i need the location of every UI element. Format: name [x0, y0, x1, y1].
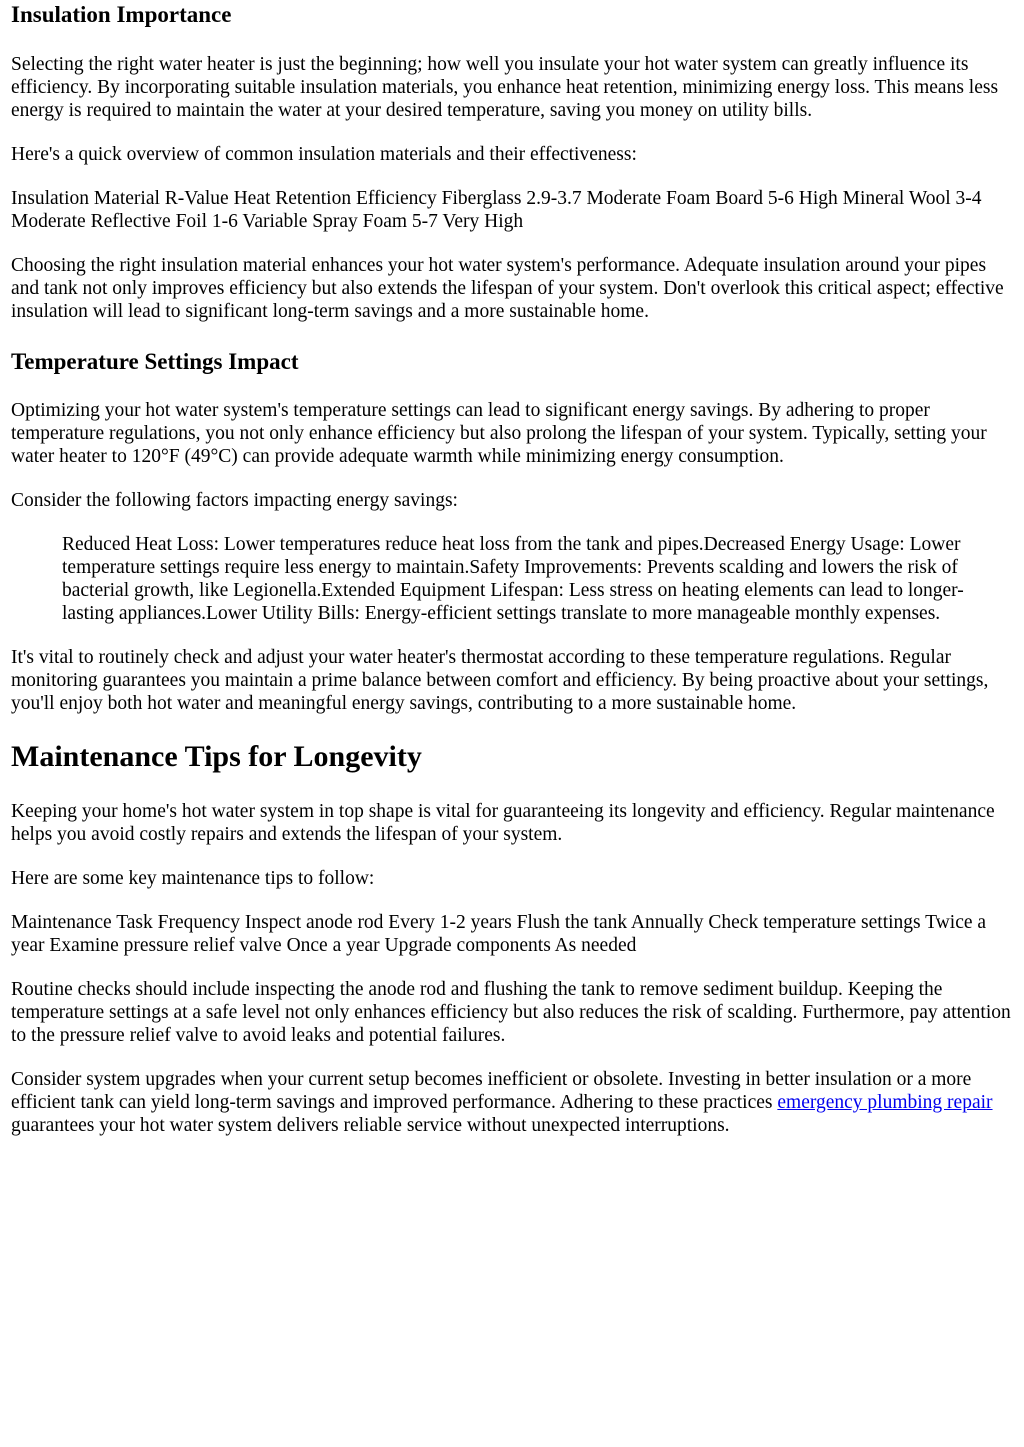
upgrades-text-before-link: Consider system upgrades when your current setup becomes inefficient or obsolete. Investing in better insulation or a more efficient tank can yield long-term savings and improved performance. Adhering to these practices — [11, 1069, 972, 1113]
temperature-paragraph-factors-lead: Consider the following factors impacting energy savings: — [11, 490, 458, 511]
temperature-paragraph-conclusion: It's vital to routinely check and adjust your water heater's thermostat according to these temperature regulations. Regular monitoring guarantees you maintain a prime balance between comfort and efficiency. By being proactive about your settings, you'll enjoy both hot water and meaningful energy savings, contributing to a more sustainable home. — [11, 647, 989, 714]
insulation-materials-table-text: Insulation Material R-Value Heat Retention Efficiency Fiberglass 2.9-3.7 Moderate Foam Board 5-6 High Mineral Wool 3-4 Moderate Reflective Foil 1-6 Variable Spray Foam 5-7 Very High — [11, 188, 982, 232]
article-body — [0, 1, 1024, 1137]
section-heading-maintenance: Maintenance Tips for Longevity — [11, 740, 422, 773]
temperature-factors-blockquote: Reduced Heat Loss: Lower temperatures reduce heat loss from the tank and pipes.Decreased Energy Usage: Lower temperature settings require less energy to maintain.Safety Improvements: Prevents scalding and lowers the risk of bacterial growth, like Legionella.Extended Equipment Lifespan: Less stress on heating elements can lead to longer-lasting appliances.Lower Utility Bills: Energy-efficient settings translate to more manageable monthly expenses. — [62, 534, 964, 624]
maintenance-paragraph-intro: Keeping your home's hot water system in top shape is vital for guaranteeing its longevity and efficiency. Regular maintenance helps you avoid costly repairs and extends the lifespan of your system. — [11, 801, 995, 845]
insulation-paragraph-overview: Here's a quick overview of common insulation materials and their effectiveness: — [11, 144, 637, 165]
temperature-paragraph-intro: Optimizing your hot water system's temperature settings can lead to significant energy savings. By adhering to proper temperature regulations, you not only enhance efficiency but also prolong the lifespan of your system. Typically, setting your water heater to 120°F (49°C) can provide adequate warmth while minimizing energy consumption. — [11, 400, 987, 467]
section-heading-insulation: Insulation Importance — [11, 2, 232, 27]
emergency-plumbing-repair-link[interactable]: emergency plumbing repair — [777, 1092, 993, 1113]
maintenance-paragraph-upgrades — [11, 1068, 1014, 1137]
section-heading-temperature: Temperature Settings Impact — [11, 349, 299, 374]
maintenance-paragraph-tips-lead: Here are some key maintenance tips to follow: — [11, 868, 375, 889]
insulation-paragraph-conclusion: Choosing the right insulation material enhances your hot water system's performance. Adequate insulation around your pipes and tank not only improves efficiency but also extends the lifespan of your system. Don't overlook this critical aspect; effective insulation will lead to significant long-term savings and a more sustainable home. — [11, 255, 1004, 322]
insulation-paragraph-intro: Selecting the right water heater is just the beginning; how well you insulate your hot water system can greatly influence its efficiency. By incorporating suitable insulation materials, you enhance heat retention, minimizing energy loss. This means less energy is required to maintain the water at your desired temperature, saving you money on utility bills. — [11, 54, 999, 121]
maintenance-tasks-table-text: Maintenance Task Frequency Inspect anode rod Every 1-2 years Flush the tank Annually Check temperature settings Twice a year Examine pressure relief valve Once a year Upgrade components As needed — [11, 912, 987, 956]
upgrades-text-after-link: guarantees your hot water system delivers reliable service without unexpected interruptions. — [11, 1115, 730, 1136]
maintenance-paragraph-routine: Routine checks should include inspecting the anode rod and flushing the tank to remove sediment buildup. Keeping the temperature settings at a safe level not only enhances efficiency but also reduces the risk of scalding. Furthermore, pay attention to the pressure relief valve to avoid leaks and potential failures. — [11, 979, 1011, 1046]
